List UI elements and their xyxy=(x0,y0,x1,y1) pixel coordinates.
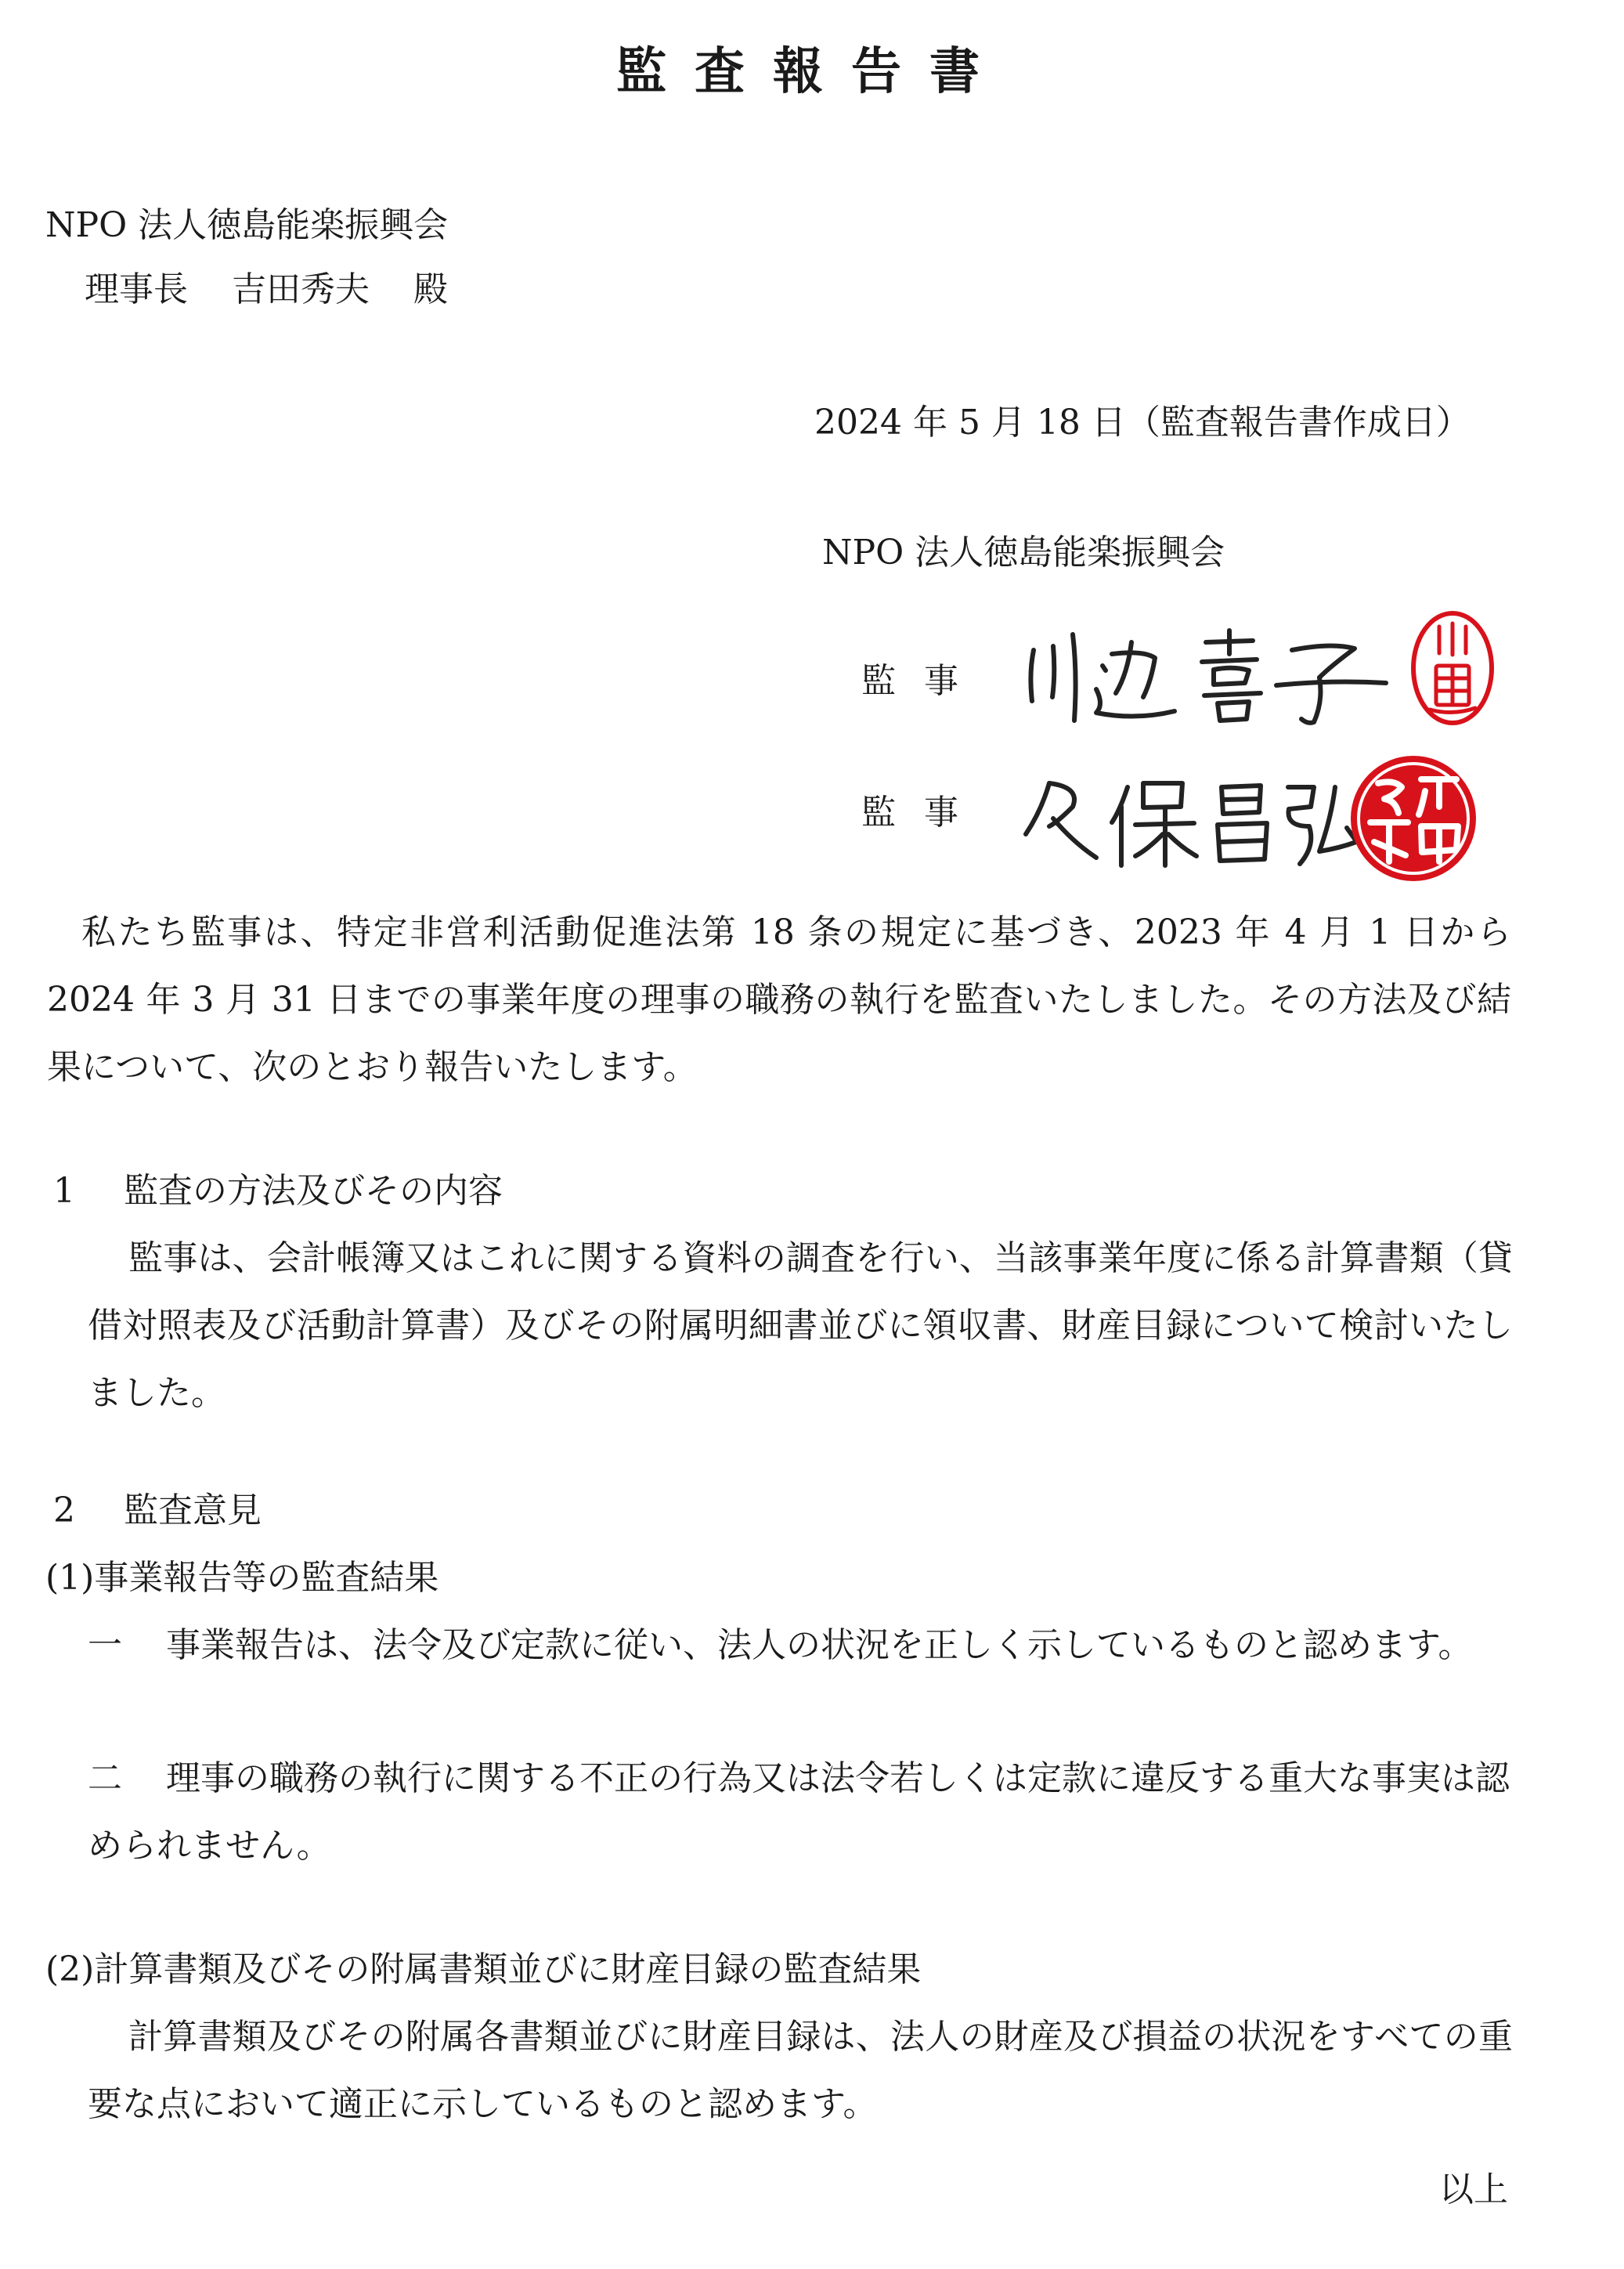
report-date: 2024 年 5 月 18 日（監査報告書作成日） xyxy=(814,403,1471,443)
section-1-text: 監事は、会計帳簿又はこれに関する資料の調査を行い、当該事業年度に係る計算書類（貸借対照表及び活動計算書）及びその附属明細書並びに領収書、財産目録について検討いたしました。 xyxy=(88,1238,1513,1413)
section-1-heading xyxy=(53,1158,503,1225)
section-1-body xyxy=(88,1225,1513,1427)
subsection-1-heading: (1)事業報告等の監査結果 xyxy=(45,1558,439,1598)
opinion-item-1-text: 事業報告は、法令及び定款に従い、法人の状況を正しく示しているものと認めます。 xyxy=(166,1625,1473,1665)
subsection-2-text: 計算書類及びその附属各書類並びに財産目録は、法人の財産及び損益の状況をすべての重要な点において適正に示しているものと認めます。 xyxy=(88,2017,1513,2124)
opinion-item-1-mark: 一 xyxy=(88,1625,122,1665)
section-1-title: 監査の方法及びその内容 xyxy=(124,1171,503,1211)
auditor-2-label: 監事 xyxy=(861,793,987,833)
intro-text: 私たち監事は、特定非営利活動促進法第 18 条の規定に基づき、2023 年 4 月 1 日から 2024 年 3 月 31 日までの事業年度の理事の職務の執行を監査いたしました。その方法及び結果について、次のとおり報告いたします。 xyxy=(47,912,1511,1087)
auditor-1-signature xyxy=(1018,619,1409,736)
recipient-name: 吉田秀夫 xyxy=(232,269,370,309)
auditor-1-seal xyxy=(1409,609,1496,727)
opinion-item-1 xyxy=(88,1612,1513,1679)
auditor-1-label: 監事 xyxy=(861,661,987,701)
intro-paragraph xyxy=(47,899,1511,1101)
issuer-organization: NPO 法人徳島能楽振興会 xyxy=(822,533,1225,573)
document-title: 監査報告書 xyxy=(616,42,1008,101)
opinion-item-2-mark: 二 xyxy=(88,1758,122,1798)
auditor-2-seal xyxy=(1347,752,1480,885)
opinion-item-2 xyxy=(88,1745,1513,1880)
closing-mark: 以上 xyxy=(1439,2170,1508,2209)
recipient-line xyxy=(85,266,448,313)
recipient-honorific: 殿 xyxy=(413,269,448,309)
auditor-2-signature xyxy=(1018,764,1362,873)
section-2-title: 監査意見 xyxy=(124,1490,262,1530)
recipient-organization: NPO 法人徳島能楽振興会 xyxy=(45,205,449,245)
recipient-position: 理事長 xyxy=(85,269,188,309)
section-2-heading xyxy=(53,1477,262,1545)
opinion-item-2-text: 理事の職務の執行に関する不正の行為又は法令若しくは定款に違反する重大な事実は認められません。 xyxy=(88,1758,1510,1866)
section-1-number: 1 xyxy=(53,1171,75,1211)
subsection-2-heading: (2)計算書類及びその附属書類並びに財産目録の監査結果 xyxy=(45,1949,922,1989)
subsection-2-body xyxy=(88,2003,1513,2138)
section-2-number: 2 xyxy=(53,1490,75,1530)
